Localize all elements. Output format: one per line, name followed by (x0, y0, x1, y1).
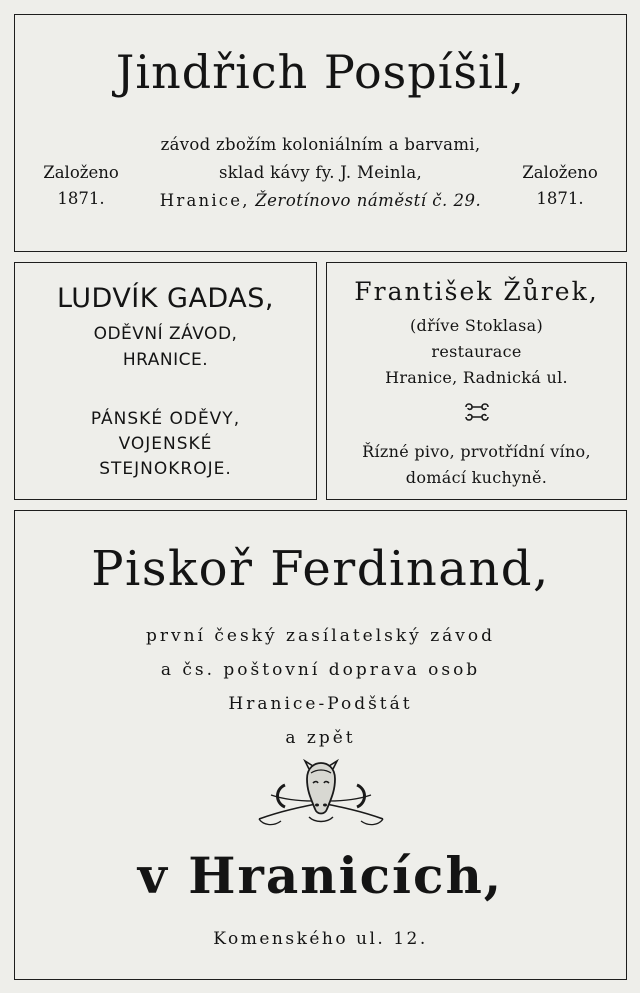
body-line: STEJNOKROJE. (99, 459, 232, 479)
founded-year: 1871. (57, 189, 105, 208)
advert-body (15, 619, 626, 755)
body-line: a zpět (285, 728, 356, 748)
body-line: ODĚVNÍ ZÁVOD, (93, 324, 238, 344)
body-line: HRANICE. (122, 350, 209, 370)
body-line: Řízné pivo, prvotřídní víno, (362, 442, 591, 461)
body-line: sklad kávy fy. J. Meinla, (218, 163, 423, 182)
advert-title: František Žůrek, (354, 277, 599, 306)
founded-label: Založeno (43, 163, 119, 182)
body-line: závod zbožím koloniálním a barvami, (160, 135, 481, 154)
advert-title: Jindřich Pospíšil, (115, 45, 526, 99)
advert-subtitle (15, 321, 316, 373)
body-line: restaurace (431, 342, 522, 361)
advert-gadas (14, 262, 317, 500)
founded-right (512, 160, 608, 212)
advert-goods (15, 407, 316, 482)
body-line: PÁNSKÉ ODĚVY, (90, 409, 241, 429)
ornament-icon (327, 401, 626, 423)
street: Žerotínovo náměstí č. 29. (255, 191, 482, 210)
body-line: Hranice, Radnická ul. (385, 368, 568, 387)
city-headline: v Hranicích, (137, 846, 504, 905)
advert-title: LUDVÍK GADAS, (57, 283, 274, 314)
body-line: domácí kuchyně. (405, 468, 548, 487)
advert-piskor (14, 510, 627, 980)
body-line: první český zasílatelský závod (145, 626, 496, 646)
founded-label: Založeno (522, 163, 598, 182)
founded-year: 1871. (536, 189, 584, 208)
body-line: Hranice-Podštát (228, 694, 413, 714)
town: Hranice, (159, 191, 250, 210)
advert-zurek (326, 262, 627, 500)
address-line: Komenského ul. 12. (213, 929, 428, 949)
body-line: (dříve Stoklasa) (409, 316, 543, 335)
advert-subtitle (327, 313, 626, 391)
body-line: a čs. poštovní doprava osob (160, 660, 481, 680)
advert-title: Piskoř Ferdinand, (91, 541, 550, 597)
advert-tagline (327, 439, 626, 491)
horse-emblem-icon (15, 759, 626, 841)
body-line: VOJENSKÉ (118, 434, 213, 454)
advert-pospisil (14, 14, 627, 252)
